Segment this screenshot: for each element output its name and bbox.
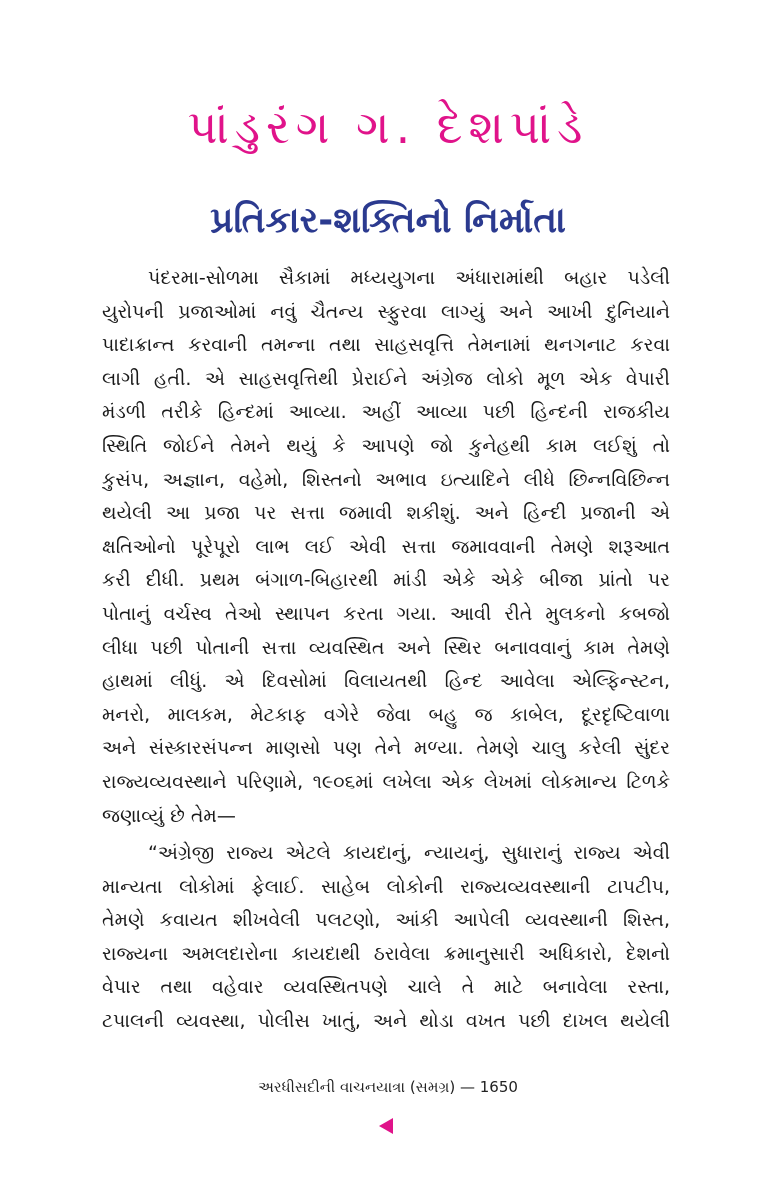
text-line: માન્યતા લોકોમાં ફેલાઈ. સાહેબ લોકોની રાજ્યવ્યવસ્થાની ટાપટીપ, [102, 875, 670, 898]
text-line: લાગી હતી. એ સાહસવૃત્તિથી પ્રેરાઈને અંગ્રેજ લોકો મૂળ એક વેપારી [102, 367, 670, 390]
text-line: થયેલી આ પ્રજા પર સત્તા જમાવી શકીશું. અને હિન્દી પ્રજાની એ [102, 502, 670, 525]
article-body [102, 262, 670, 1039]
previous-page-arrow-icon[interactable] [379, 1118, 393, 1134]
paragraph-2 [102, 837, 670, 1039]
text-line: જણાવ્યું છે તેમ— [102, 804, 236, 827]
text-line: અને સંસ્કારસંપન્ન માણસો પણ તેને મળ્યા. તેમણે ચાલુ કરેલી સુંદર [102, 737, 670, 760]
text-line: પાદાક્રાન્ત કરવાની તમન્ના તથા સાહસવૃત્તિ તેમનામાં થનગનાટ કરવા [102, 334, 670, 357]
text-line: મનરો, માલકમ, મેટકાફ વગેરે જેવા બહુ જ કાબેલ, દૂરદૃષ્ટિવાળા [102, 703, 670, 726]
text-line: કરી દીધી. પ્રથમ બંગાળ-બિહારથી માંડી એકે એકે બીજા પ્રાંતો પર [102, 569, 670, 592]
page-footer: અરધીસદીની વાચનયાત્રા (સમગ્ર) — 1650 [258, 1078, 518, 1096]
text-line: વેપાર તથા વહેવાર વ્યવસ્થિતપણે ચાલે તે માટે બનાવેલા રસ્તા, [102, 976, 670, 999]
text-line: “અંગ્રેજી રાજ્ય એટલે કાયદાનું, ન્યાયનું, સુધારાનું રાજ્ય એવી [148, 842, 670, 865]
text-line: પંદરમા-સોળમા સૈકામાં મધ્યયુગના અંધારામાંથી બહાર પડેલી [148, 267, 670, 289]
text-line: રાજ્યવ્યવસ્થાને પરિણામે, ૧૯૦૬માં લખેલા એક લેખમાં લોકમાન્ય ટિળકે [102, 770, 670, 793]
text-line: કુસંપ, અજ્ઞાન, વહેમો, શિસ્તનો અભાવ ઇત્યાદિને લીધે છિન્નવિછિન્ન [102, 468, 670, 491]
text-line: મંડળી તરીકે હિન્દમાં આવ્યા. અહીં આવ્યા પછી હિન્દની રાજકીય [102, 401, 670, 424]
author-name: પાંડુરંગ ગ. દેશપાંડે [187, 100, 589, 154]
text-line: ટપાલની વ્યવસ્થા, પોલીસ ખાતું, અને થોડા વખત પછી દાખલ થયેલી [102, 1010, 670, 1033]
text-line: ક્ષતિઓનો પૂરેપૂરો લાભ લઈ એવી સત્તા જમાવવાની તેમણે શરૂઆત [102, 535, 670, 558]
article-title: પ્રતિકાર-શક્તિનો નિર્માતા [210, 200, 566, 241]
text-line: યુરોપની પ્રજાઓમાં નવું ચૈતન્ય સ્ફુરવા લાગ્યું અને આખી દુનિયાને [102, 300, 670, 323]
text-line: લીધા પછી પોતાની સત્તા વ્યવસ્થિત અને સ્થિર બનાવવાનું કામ તેમણે [102, 636, 670, 659]
text-line: તેમણે કવાયત શીખવેલી પલટણો, આંકી આપેલી વ્યવસ્થાની શિસ્ત, [102, 909, 670, 932]
text-line: હાથમાં લીધું. એ દિવસોમાં વિલાયતથી હિન્દ આવેલા એલ્ફિન્સ્ટન, [102, 670, 670, 693]
text-line: પોતાનું વર્ચસ્વ તેઓ સ્થાપન કરતા ગયા. આવી રીતે મુલકનો કબજો [102, 602, 670, 625]
text-line: રાજ્યના અમલદારોના કાયદાથી ઠરાવેલા ક્રમાનુસારી અધિકારો, દેશનો [102, 942, 670, 965]
paragraph-1 [102, 262, 670, 833]
text-line: સ્થિતિ જોઈને તેમને થયું કે આપણે જો કુનેહથી કામ લઈશું તો [102, 434, 670, 457]
